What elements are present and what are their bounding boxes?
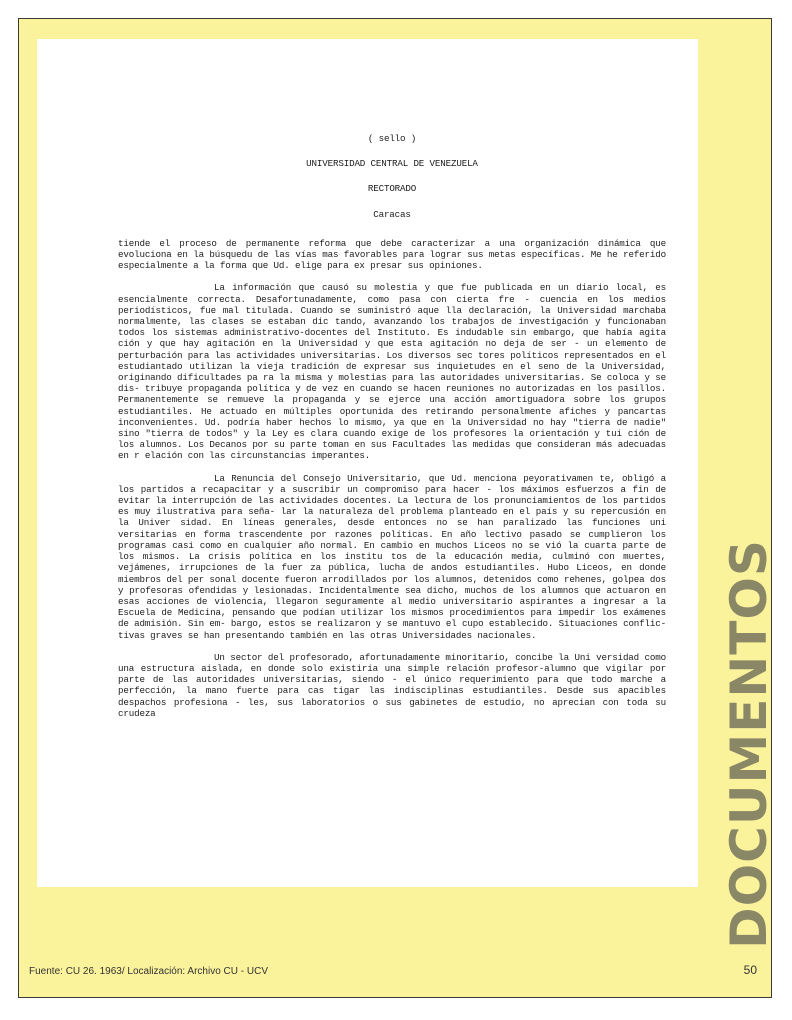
office-heading: RECTORADO [367,183,417,195]
page-frame [18,18,778,998]
section-title-text: DOCUMENTOS [720,539,778,949]
paragraph-4: Un sector del profesorado, afortunadamente minoritario, concibe la Uni versidad como una estructura aislada, en donde solo existiría una simple relación profesor-alumno que vigilar por parte de las autoridades universitarias, siendo - el único requerimiento para que todo marche a perfección, la mano fuerte para cas tigar las indisciplinas estudiantiles. Desde sus apacibles despachos profesiona - les, sus laboratorios o sus gabinetes de estudio, no aprecian con toda su crudeza [118,651,666,719]
scanned-document [37,39,698,887]
university-heading: UNIVERSIDAD CENTRAL DE VENEZUELA [306,158,478,170]
paragraph-1: tiende el proceso de permanente reforma que debe caracterizar a una organización dinámica que evoluciona en la búsquedu de las vías mas favorables para lograr sus metas específicas. Me he referido especialmente a la forma que Ud. elige para ex presar sus opiniones. [118,237,666,272]
paragraph-3: La Renuncia del Consejo Universitario, que Ud. menciona peyorativamen te, obligó a los partidos a recapacitar y a suscribir un compromiso para hacer - los máximos esfuerzos a fin de evitar la interrupción de las actividades docentes. La lectura de los pronunciamientos de los partidos es muy ilustrativa para seña- lar la naturaleza del problema planteado en el país y su repercusión en la Univer sidad. En líneas generales, desde entonces no se han paralizado las funciones uni versitarias en forma trascendente por razones políticas. En año lectivo pasado se cumplieron los programas casi como en cualquier año normal. En cambio en muchos Liceos no se vió la cuarta parte de los mismos. La crisis política en los institu tos de la educación media, culminó con muertes, vejámenes, irrupciones de la fuer za pública, lucha de andos estudiantiles. Hubo Liceos, en donde miembros del per sonal docente fueron arrodillados por los alumnos, detenidos como rehenes, golpea dos y profesoras ofendidas y lesionadas. Incidentalmente sea dicho, muchos de los alumnos que actuaron en esas acciones de violencia, llegaron seguramente al medio universitario aspirantes a ingresar a la Escuela de Medicina, pensando que podían utilizar los mismos procedimientos para impedir los exámenes de admisión. Sin em- bargo, estos se realizaron y se mantuvo el cupo establecido. Situaciones conflic- tivas graves se han presentando también en las otras Universidades nacionales. [118,472,666,641]
section-title-vertical [719,539,779,949]
page-number: 50 [743,963,757,977]
paragraph-2: La información que causó su molestia y que fue publicada en un diario local, es esencialmente correcta. Desafortunadamente, como pasa con cierta fre - cuencia en los medios periodísticos, fue mal titulada. Cuando se suministró aque lla declaración, la Universidad marchaba normalmente, las clases se estaban dic tando, avanzando los trabajos de investigación y funcionaban todos los sistemas administrativo-docentes del Instituto. Es indudable sin embargo, que había agita ción y que hay agitación en la Universidad y que esta agitación no deja de ser - un elemento de perturbación para las actividades universitarias. Los diversos sec tores políticos representados en el estudiantado utilizan la vieja tradición de expresar sus inquietudes en el seno de la Universidad, originando dificultades pa ra la misma y molestias para las autoridades universitarias. Se coloca y se dis- tribuye propaganda política y de vez en cuando se hacen reuniones no autorizadas en los pasillos. Permanentemente se remueve la propaganda y se ejerce una acción amortiguadora sobre los grupos estudiantiles. He actuado en múltiples oportunida des retirando personalmente afiches y pancartas inconvenientes. Ud. podría haber hechos lo mismo, ya que en la Universidad no hay "tierra de nadie" sino "tierra de todos" y la Ley es clara cuando exige de los profesores la orientación y tui ción de los alumnos. Los Decanos por su parte toman en sus Facultades las medidas que consideran más adecuadas en r elación con las circunstancias imperantes. [118,282,666,462]
document-body [118,115,666,719]
city-heading: Caracas [373,208,411,220]
seal-label: ( sello ) [367,133,417,144]
source-caption: Fuente: CU 26. 1963/ Localización: Archivo CU - UCV [29,966,268,977]
